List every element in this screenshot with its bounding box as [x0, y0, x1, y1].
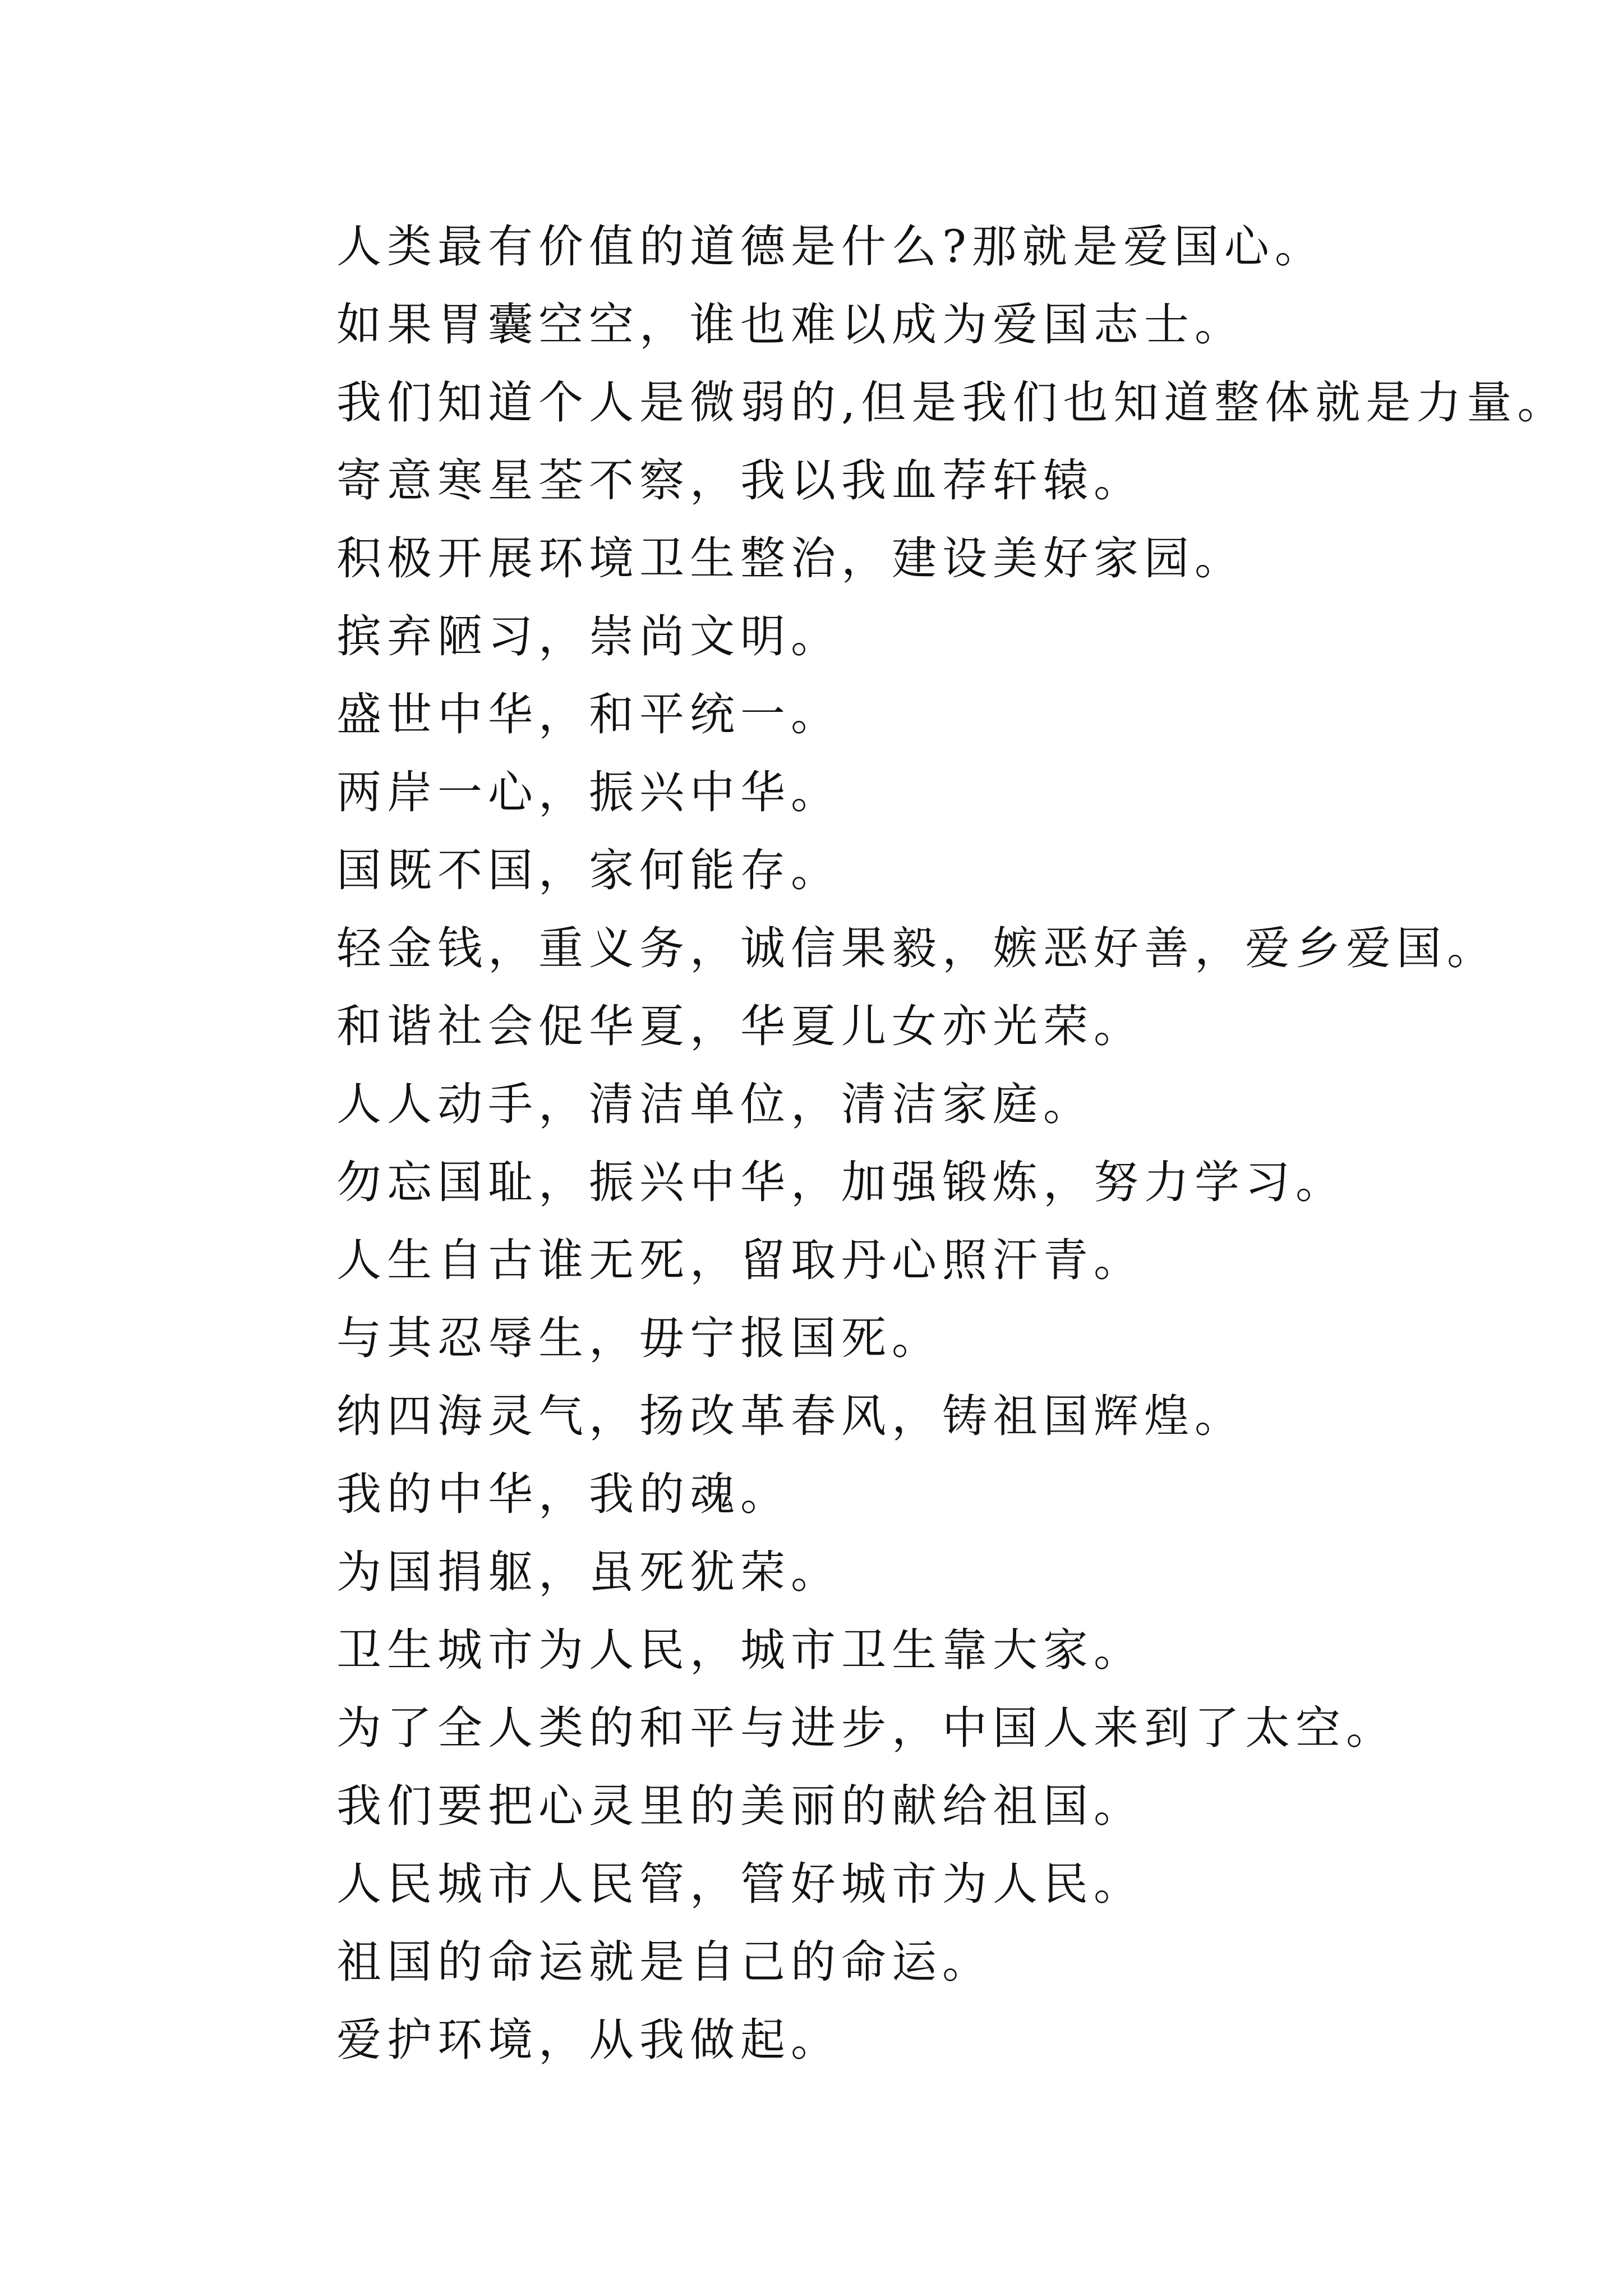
text-line: 我们要把心灵里的美丽的献给祖国。 [336, 1780, 1144, 1832]
text-line: 我的中华，我的魂。 [336, 1468, 791, 1520]
text-line: 为国捐躯，虽死犹荣。 [336, 1546, 841, 1598]
text-line: 国既不国，家何能存。 [336, 844, 841, 896]
text-line: 两岸一心，振兴中华。 [336, 766, 841, 818]
text-line: 与其忍辱生，毋宁报国死。 [336, 1312, 942, 1364]
text-line: 卫生城市为人民，城市卫生靠大家。 [336, 1624, 1144, 1676]
text-line: 人类最有价值的道德是什么?那就是爱国心。 [336, 220, 1325, 273]
text-line: 积极开展环境卫生整治，建设美好家园。 [336, 532, 1245, 585]
text-line: 人生自古谁无死，留取丹心照汗青。 [336, 1234, 1144, 1286]
text-line: 为了全人类的和平与进步，中国人来到了太空。 [336, 1702, 1396, 1754]
text-line: 祖国的命运就是自己的命运。 [336, 1936, 993, 1988]
text-line: 爱护环境，从我做起。 [336, 2014, 841, 2066]
text-line: 人人动手，清洁单位，清洁家庭。 [336, 1078, 1094, 1130]
text-line: 盛世中华，和平统一。 [336, 688, 841, 740]
text-line: 和谐社会促华夏，华夏儿女亦光荣。 [336, 1000, 1144, 1052]
text-line: 纳四海灵气，扬改革春风，铸祖国辉煌。 [336, 1390, 1245, 1442]
text-line: 勿忘国耻，振兴中华，加强锻炼，努力学习。 [336, 1156, 1346, 1208]
text-line: 轻金钱，重义务，诚信果毅，嫉恶好善，爱乡爱国。 [336, 922, 1497, 974]
text-line: 寄意寒星荃不察，我以我血荐轩辕。 [336, 454, 1144, 507]
text-line: 人民城市人民管，管好城市为人民。 [336, 1858, 1144, 1910]
text-line: 摈弃陋习，崇尚文明。 [336, 610, 841, 662]
slogan-list [336, 208, 1598, 2079]
text-line: 如果胃囊空空，谁也难以成为爱国志士。 [336, 298, 1245, 351]
text-line: 我们知道个人是微弱的,但是我们也知道整体就是力量。 [336, 376, 1568, 429]
